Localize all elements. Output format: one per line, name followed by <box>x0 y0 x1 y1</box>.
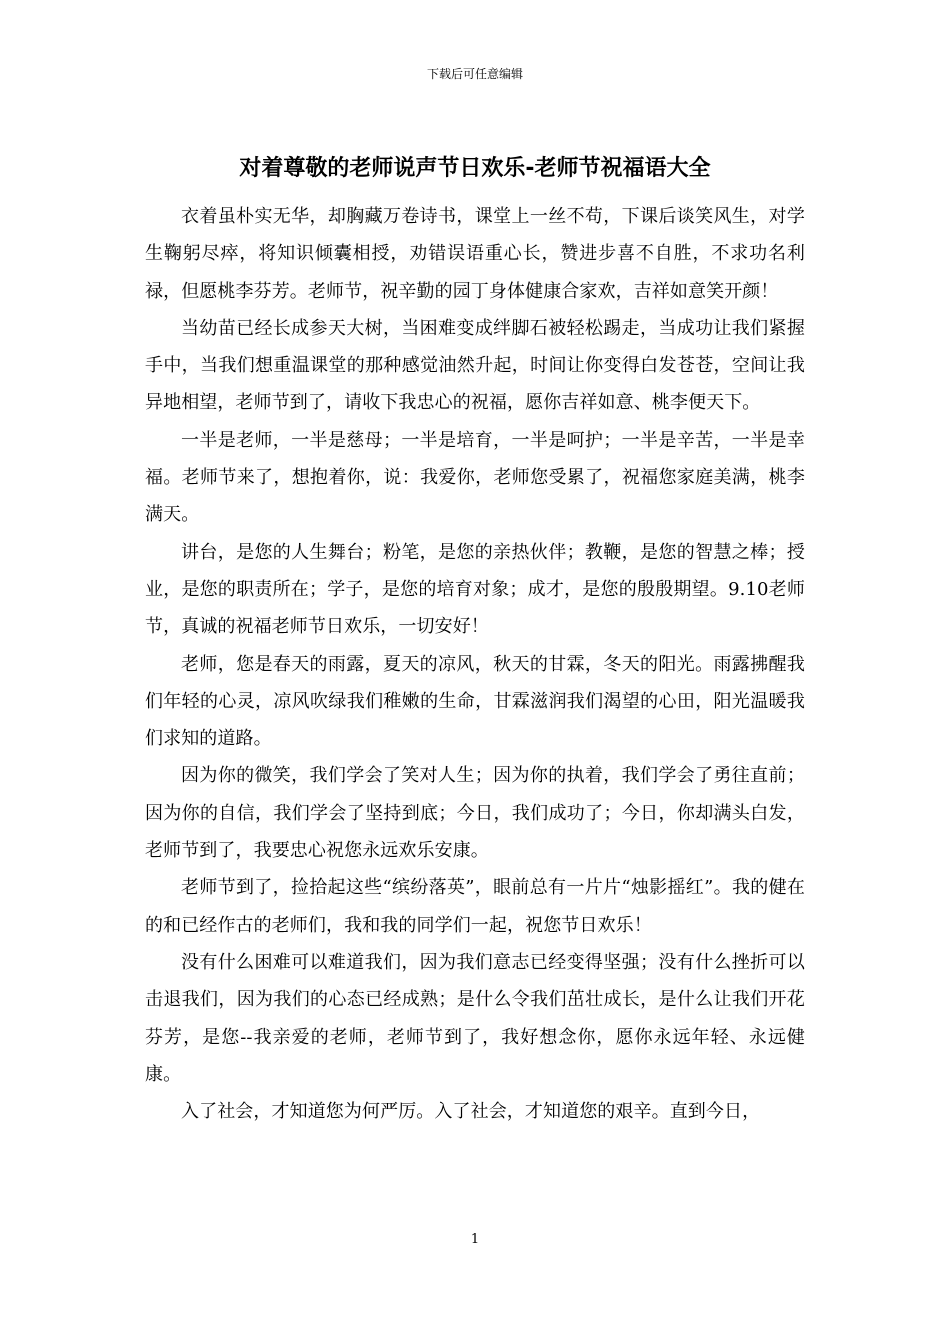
paragraph-3: 一半是老师，一半是慈母；一半是培育，一半是呵护；一半是辛苦，一半是幸福。老师节来了，想抱着你，说：我爱你，老师您受累了，祝福您家庭美满，桃李满天。 <box>145 429 805 526</box>
paragraph-7: 老师节到了，捡拾起这些“缤纷落英”，眼前总有一片片“烛影摇红”。我的健在的和已经作古的老师们，我和我的同学们一起，祝您节日欢乐！ <box>145 877 805 936</box>
paragraph-5: 老师，您是春天的雨露，夏天的凉风，秋天的甘霖，冬天的阳光。雨露拂醒我们年轻的心灵，凉风吹绿我们稚嫩的生命，甘霖滋润我们渴望的心田，阳光温暖我们求知的道路。 <box>145 653 805 750</box>
paragraph-4: 讲台，是您的人生舞台；粉笔，是您的亲热伙伴；教鞭，是您的智慧之棒；授业，是您的职责所在；学子，是您的培育对象；成才，是您的殷殷期望。9.10老师节，真诚的祝福老师节日欢乐，一切安好！ <box>145 541 805 638</box>
paragraph-9: 入了社会，才知道您为何严厉。入了社会，才知道您的艰辛。直到今日， <box>181 1101 761 1123</box>
paragraph-8: 没有什么困难可以难道我们，因为我们意志已经变得坚强；没有什么挫折可以击退我们，因为我们的心态已经成熟；是什么令我们茁壮成长，是什么让我们开花芬芳，是您--我亲爱的老师，老师节到了，我好想念你，愿你永远年轻、永远健康。 <box>145 951 805 1085</box>
paragraph-1: 衣着虽朴实无华，却胸藏万卷诗书，课堂上一丝不苟，下课后谈笑风生，对学生鞠躬尽瘁，将知识倾囊相授，劝错误语重心长，赞进步喜不自胜，不求功名利禄，但愿桃李芬芳。老师节，祝辛勤的园丁身体健康合家欢，吉祥如意笑开颜！ <box>145 206 805 302</box>
paragraph-6: 因为你的微笑，我们学会了笑对人生；因为你的执着，我们学会了勇往直前；因为你的自信，我们学会了坚持到底；今日，我们成功了；今日，你却满头白发，老师节到了，我要忠心祝您永远欢乐安康。 <box>145 765 805 862</box>
document-body <box>145 198 805 1130</box>
paragraph-2: 当幼苗已经长成参天大树，当困难变成绊脚石被轻松踢走，当成功让我们紧握手中，当我们想重温课堂的那种感觉油然升起，时间让你变得白发苍苍，空间让我异地相望，老师节到了，请收下我忠心的祝福，愿你吉祥如意、桃李便天下。 <box>145 317 805 414</box>
page-number: 1 <box>470 1232 480 1247</box>
document-title: 对着尊敬的老师说声节日欢乐-老师节祝福语大全 <box>239 156 711 181</box>
page-header-note: 下载后可任意编辑 <box>426 67 523 81</box>
